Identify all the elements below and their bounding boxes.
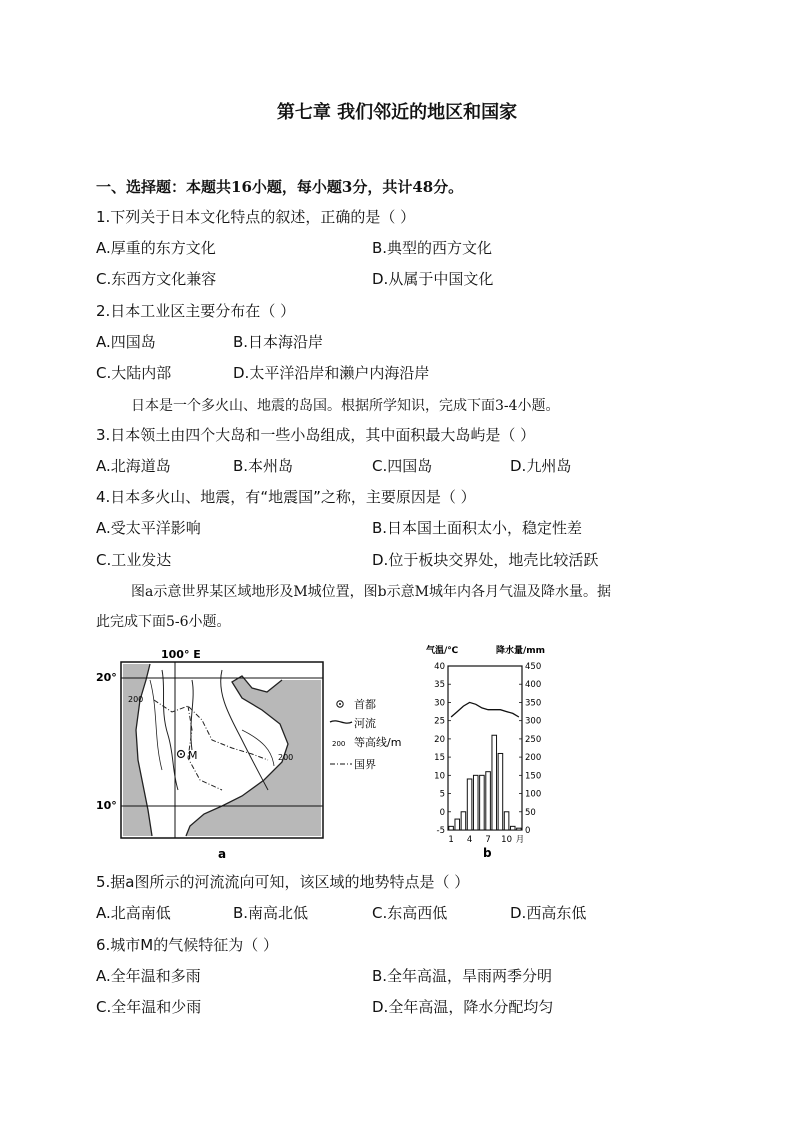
- chart-plot-frame: [448, 666, 522, 830]
- question-6-option-b: B.全年高温，旱雨两季分明: [372, 967, 553, 985]
- left-tick-label: 10: [434, 771, 445, 782]
- contour-label-east: 200: [278, 753, 294, 762]
- question-1-option-d: D.从属于中国文化: [372, 270, 494, 288]
- legend-contour-value: 200: [332, 740, 346, 748]
- x-tick-label: 4: [466, 835, 473, 845]
- question-3-option-a: A.北海道岛: [96, 457, 171, 475]
- legend-capital-label: 首都: [354, 698, 376, 711]
- precip-bar: [461, 812, 466, 830]
- left-tick-label: 15: [434, 753, 445, 764]
- question-5-option-d: D.西高东低: [510, 904, 587, 922]
- precip-bar: [498, 753, 503, 830]
- left-tick-label: 40: [434, 662, 445, 672]
- question-1-option-b: B.典型的西方文化: [372, 239, 493, 257]
- question-4-option-b: B.日本国土面积太小，稳定性差: [372, 519, 583, 537]
- question-2-option-d: D.太平洋沿岸和濑户内海沿岸: [233, 364, 430, 382]
- map-figure-a: [92, 640, 402, 865]
- precip-bar: [449, 826, 454, 830]
- question-6-option-c: C.全年温和少雨: [96, 998, 202, 1016]
- question-2-option-a: A.四国岛: [96, 333, 156, 351]
- left-tick-label: 5: [439, 789, 445, 800]
- section-header: 一、选择题：本题共16小题，每小题3分，共计48分。: [96, 178, 464, 196]
- question-6-option-a: A.全年温和多雨: [96, 967, 201, 985]
- left-axis-label: 气温/℃: [426, 646, 459, 656]
- city-m-label: M: [188, 749, 198, 762]
- x-tick-label: 7: [485, 835, 491, 845]
- right-tick-label: 50: [525, 807, 536, 818]
- question-5-option-c: C.东高西低: [372, 904, 448, 922]
- right-tick-label: 250: [525, 734, 542, 745]
- precip-bar: [492, 735, 497, 830]
- right-tick-label: 450: [525, 662, 542, 672]
- climate-chart-b: [420, 640, 560, 862]
- precip-bar: [467, 779, 472, 830]
- question-1-option-c: C.东西方文化兼容: [96, 270, 217, 288]
- question-5-option-b: B.南高北低: [233, 904, 309, 922]
- question-4-option-c: C.工业发达: [96, 551, 172, 569]
- left-tick-label: 30: [434, 698, 445, 709]
- question-2-option-b: B.日本海沿岸: [233, 333, 324, 351]
- page-title: 第七章 我们邻近的地区和国家: [276, 102, 518, 123]
- precip-bar: [473, 775, 478, 830]
- question-4-stem: 4.日本多火山、地震，有“地震国”之称，主要原因是（ ）: [96, 488, 476, 506]
- right-axis-label: 降水量/mm: [496, 646, 546, 656]
- x-tick-label: 10: [501, 835, 512, 845]
- capital-m-dot: [180, 753, 182, 755]
- contour-label-west: 200: [128, 695, 144, 704]
- left-tick-label: -5: [436, 826, 445, 836]
- legend-contour-label: 等高线/m: [354, 736, 402, 749]
- legend-capital-dot: [339, 703, 341, 705]
- temperature-line: [451, 702, 519, 717]
- lat-20-label: 20°: [96, 671, 117, 684]
- left-tick-label: 0: [439, 807, 445, 818]
- question-3-option-d: D.九州岛: [510, 457, 572, 475]
- legend-river-label: 河流: [354, 717, 376, 730]
- question-6-option-d: D.全年高温，降水分配均匀: [372, 998, 554, 1016]
- chart-caption: b: [483, 846, 492, 860]
- lon-label: 100° E: [161, 648, 201, 661]
- precip-bar: [480, 775, 485, 830]
- precip-bar: [510, 826, 515, 830]
- precip-bar: [504, 812, 509, 830]
- question-6-stem: 6.城市M的气候特征为（ ）: [96, 936, 279, 954]
- question-2-option-c: C.大陆内部: [96, 364, 172, 382]
- right-tick-label: 200: [525, 753, 542, 764]
- left-tick-label: 25: [434, 716, 445, 727]
- question-5-stem: 5.据a图所示的河流流向可知，该区域的地势特点是（ ）: [96, 873, 470, 891]
- right-tick-label: 100: [525, 789, 542, 800]
- right-tick-label: 300: [525, 716, 542, 727]
- question-3-stem: 3.日本领土由四个大岛和一些小岛组成，其中面积最大岛屿是（ ）: [96, 426, 536, 444]
- legend-border-label: 国界: [354, 758, 376, 771]
- precip-bar: [517, 828, 522, 830]
- precip-bar: [455, 819, 460, 830]
- map-caption: a: [218, 847, 227, 861]
- precip-bar: [486, 772, 491, 830]
- question-3-option-c: C.四国岛: [372, 457, 433, 475]
- question-1-stem: 1.下列关于日本文化特点的叙述，正确的是（ ）: [96, 208, 416, 226]
- question-2-stem: 2.日本工业区主要分布在（ ）: [96, 302, 296, 320]
- right-tick-label: 350: [525, 698, 542, 709]
- question-4-option-a: A.受太平洋影响: [96, 519, 201, 537]
- intro-5-6-line2: 此完成下面5-6小题。: [96, 614, 231, 630]
- question-4-option-d: D.位于板块交界处，地壳比较活跃: [372, 551, 599, 569]
- question-1-option-a: A.厚重的东方文化: [96, 239, 216, 257]
- x-tick-label: 1: [448, 835, 454, 845]
- intro-3-4: 日本是一个多火山、地震的岛国。根据所学知识，完成下面3-4小题。: [131, 398, 560, 414]
- question-5-option-a: A.北高南低: [96, 904, 171, 922]
- intro-5-6-line1: 图a示意世界某区域地形及M城位置，图b示意M城年内各月气温及降水量。据: [131, 584, 611, 600]
- right-tick-label: 0: [525, 826, 531, 836]
- left-tick-label: 20: [434, 734, 445, 745]
- chart-content: [434, 662, 541, 845]
- left-tick-label: 35: [434, 680, 445, 691]
- right-tick-label: 400: [525, 680, 542, 691]
- x-tick-label: 月: [515, 835, 525, 845]
- lat-10-label: 10°: [96, 799, 117, 812]
- right-tick-label: 150: [525, 771, 542, 782]
- legend-river-icon: [330, 721, 352, 723]
- question-3-option-b: B.本州岛: [233, 457, 294, 475]
